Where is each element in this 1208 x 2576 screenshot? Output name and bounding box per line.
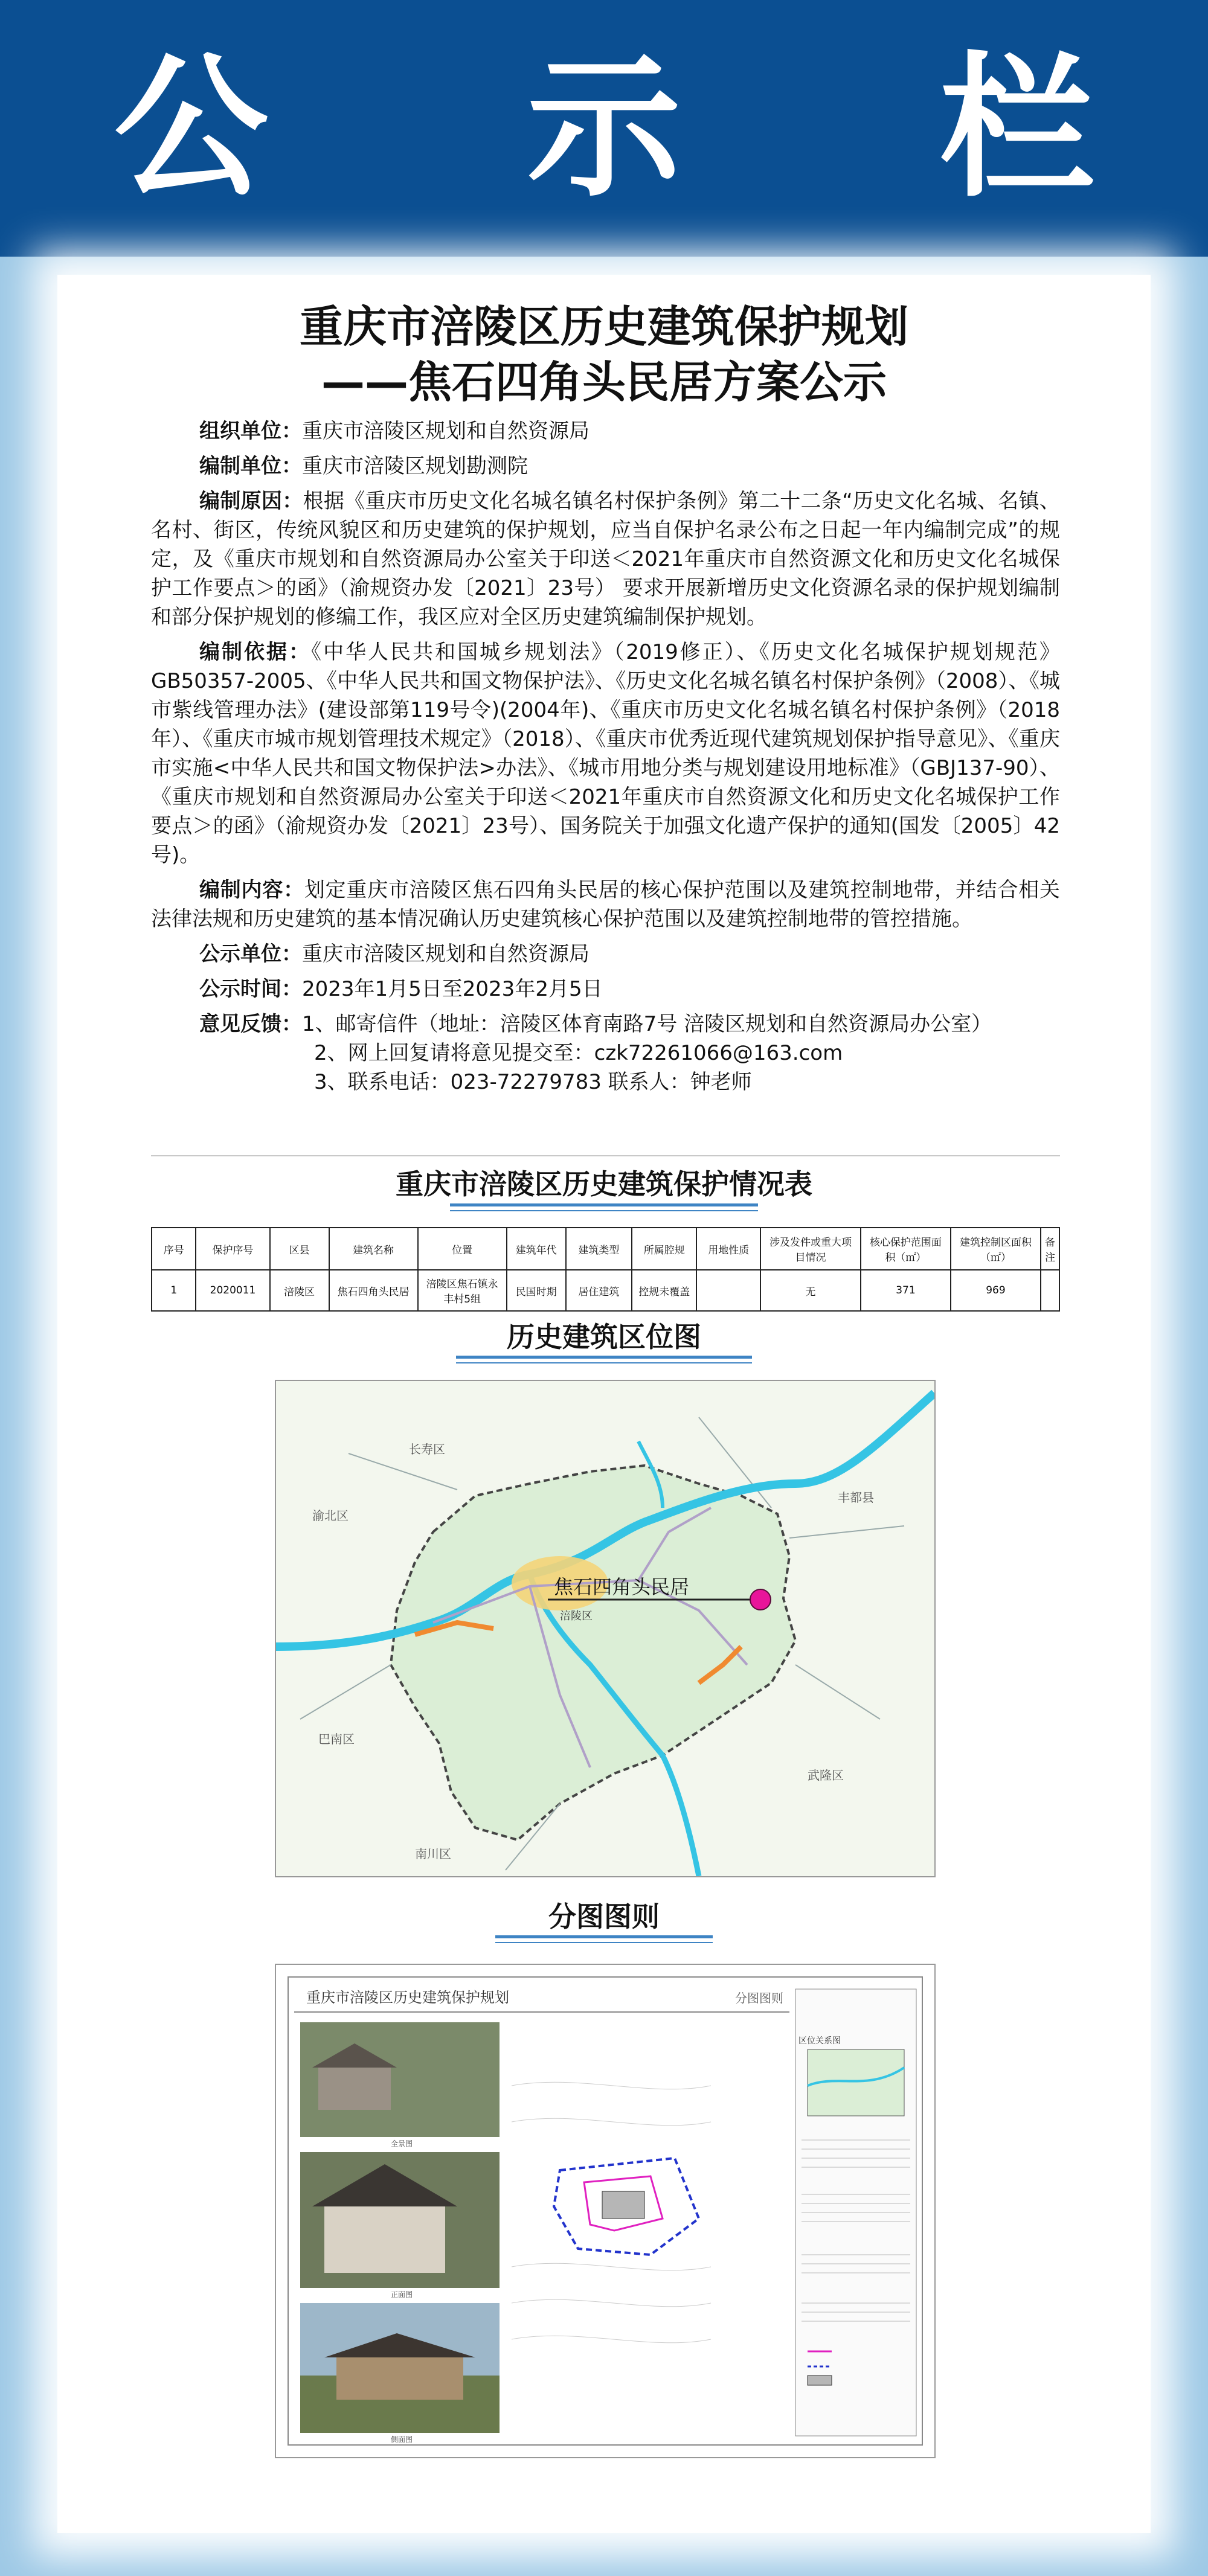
- map-title-rule: [456, 1356, 752, 1359]
- city-label: 涪陵区: [560, 1610, 593, 1623]
- table-title-rule-thin: [450, 1210, 758, 1211]
- table-cell: 无: [760, 1270, 861, 1311]
- reason-paragraph: [151, 487, 1060, 632]
- photo-caption: 全景图: [391, 2139, 413, 2148]
- feedback-email: 2、网上回复请将意见提交至：czk72261066@163.com: [314, 1041, 843, 1065]
- column-header: 备注: [1041, 1228, 1059, 1270]
- building-footprint: [602, 2191, 644, 2219]
- basis-label: 编制依据：: [199, 640, 312, 664]
- column-header: 区县: [270, 1228, 329, 1270]
- organizer-value: 重庆市涪陵区规划和自然资源局: [302, 419, 590, 443]
- reason-text: 根据《重庆市历史文化名城名镇名村保护条例》第二十二条“历史文化名城、名镇、名村、街区，传统风貌区和历史建筑的保护规划，应当自保护名录公布之日起一年内编制完成”的规定，及《重庆市规划和自然资源局办公室关于印送＜2021年重庆市自然资源文化和历史文化名城保护工作要点＞的函》（渝规资办发〔2021〕23号） 要求开展新增历史文化资源名录的保护规划编制和部分保护规划的修编工作，我区应对全区历史建筑编制保护规划。: [151, 489, 1060, 629]
- table-title-rule: [450, 1203, 758, 1206]
- notice-body: [151, 417, 1060, 1097]
- map-title-rule-thin: [456, 1362, 752, 1363]
- legend-building: [808, 2376, 832, 2385]
- label-southeast: 武隆区: [808, 1768, 844, 1783]
- compiler-label: 编制单位：: [199, 454, 302, 478]
- location-map-graphic: [276, 1381, 934, 1876]
- table-cell: 969: [951, 1270, 1041, 1311]
- feedback-label: 意见反馈：: [199, 1012, 302, 1036]
- table-cell: 涪陵区: [270, 1270, 329, 1311]
- plan-title-rule: [495, 1935, 713, 1938]
- notice-board-title: 公 示 栏: [114, 39, 1197, 218]
- protection-table: [151, 1227, 1060, 1312]
- map-title: 历史建筑区位图: [507, 1321, 701, 1353]
- location-map: [275, 1380, 936, 1877]
- column-header: 所属腔规: [632, 1228, 696, 1270]
- plan-sheet-graphic: [276, 1965, 934, 2457]
- feedback-row: [151, 1010, 1060, 1039]
- column-header: 序号: [152, 1228, 196, 1270]
- publisher-value: 重庆市涪陵区规划和自然资源局: [302, 942, 590, 966]
- content-text: 划定重庆市涪陵区焦石四角头民居的核心保护范围以及建筑控制地带，并结合相关法律法规和历史建筑的基本情况确认历史建筑核心保护范围以及建筑控制地带的管控措施。: [151, 878, 1060, 931]
- publisher-label: 公示单位：: [199, 942, 302, 966]
- table-cell: 1: [152, 1270, 196, 1311]
- table-header-row: [152, 1228, 1059, 1270]
- period-label: 公示时间：: [199, 977, 302, 1001]
- label-southwest: 南川区: [415, 1847, 451, 1861]
- basis-paragraph: [151, 638, 1060, 870]
- column-header: 位置: [418, 1228, 507, 1270]
- location-marker: [750, 1589, 771, 1610]
- table-cell: 民国时期: [507, 1270, 566, 1311]
- column-header: 建筑类型: [566, 1228, 632, 1270]
- table-cell: [696, 1270, 760, 1311]
- table-divider: [151, 1155, 1060, 1156]
- publisher-row: [151, 940, 1060, 969]
- content-label: 编制内容：: [199, 878, 304, 902]
- basis-text: 《中华人民共和国城乡规划法》（2019修正）、《历史文化名城保护规划规范》GB50357-2005、《中华人民共和国文物保护法》、《历史文化名城名镇名村保护条例》（2008）、《城市紫线管理办法》(建设部第119号令)(2004年)、《重庆市历史文化名城名镇名村保护条例》（2018年）、《重庆市城市规划管理技术规定》（2018）、《重庆市优秀近现代建筑规划保护指导意见》、《重庆市实施<中华人民共和国文物保护法>办法》、《城市用地分类与规划建设用地标准》（GBJ137-90）、《重庆市规划和自然资源局办公室关于印送＜2021年重庆市自然资源文化和历史文化名城保护工作要点＞的函》（渝规资办发〔2021〕23号）、国务院关于加强文化遗产保护的通知(国发〔2005〕42号)。: [151, 640, 1060, 867]
- column-header: 建筑控制区面积（㎡）: [951, 1228, 1041, 1270]
- plan-title-rule-thin: [495, 1942, 713, 1943]
- label-west: 巴南区: [318, 1732, 355, 1746]
- table-cell: 371: [861, 1270, 951, 1311]
- side-title: 区位关系图: [798, 2036, 841, 2046]
- compiler-value: 重庆市涪陵区规划勘测院: [302, 454, 528, 478]
- table-cell: [1041, 1270, 1059, 1311]
- period-value: 2023年1月5日至2023年2月5日: [302, 977, 603, 1001]
- feedback-block: [151, 1010, 1060, 1097]
- column-header: 核心保护范围面积（㎡）: [861, 1228, 951, 1270]
- column-header: 用地性质: [696, 1228, 760, 1270]
- table-cell: 控规未覆盖: [632, 1270, 696, 1311]
- notice-title-line1: 重庆市涪陵区历史建筑保护规划: [299, 301, 908, 352]
- header-band: [0, 0, 1208, 257]
- table-cell: 2020011: [196, 1270, 269, 1311]
- label-north: 长寿区: [409, 1442, 445, 1456]
- feedback-phone: 3、联系电话：023-72279783 联系人：钟老师: [314, 1070, 752, 1094]
- organizer-label: 组织单位：: [199, 419, 302, 443]
- label-northeast: 丰都县: [838, 1490, 874, 1505]
- table-title: 重庆市涪陵区历史建筑保护情况表: [396, 1168, 812, 1200]
- label-northwest: 渝北区: [312, 1508, 349, 1523]
- plan-sheet: [275, 1964, 936, 2458]
- photo-caption: 侧面图: [391, 2435, 413, 2444]
- column-header: 保护序号: [196, 1228, 269, 1270]
- table-cell: 居住建筑: [566, 1270, 632, 1311]
- marker-label: 焦石四角头民居: [554, 1575, 690, 1598]
- reason-label: 编制原因：: [199, 489, 303, 513]
- plan-title: 分图图则: [548, 1900, 660, 1933]
- column-header: 建筑年代: [507, 1228, 566, 1270]
- notice-title-line2: ——焦石四角头民居方案公示: [321, 357, 887, 408]
- organizer-row: [151, 417, 1060, 446]
- sheet-subtitle: 分图图则: [735, 1991, 783, 2005]
- content-paragraph: [151, 876, 1060, 934]
- compiler-row: [151, 452, 1060, 481]
- notice-title: [57, 299, 1151, 410]
- column-header: 涉及发件或重大项目情况: [760, 1228, 861, 1270]
- table-row: [152, 1270, 1059, 1311]
- feedback-mail: 1、邮寄信件（地址：涪陵区体育南路7号 涪陵区规划和自然资源局办公室）: [302, 1012, 992, 1036]
- photo-caption: 正面图: [391, 2290, 413, 2299]
- sheet-title: 重庆市涪陵区历史建筑保护规划: [306, 1989, 509, 2006]
- period-row: [151, 975, 1060, 1004]
- table-cell: 焦石四角头民居: [329, 1270, 418, 1311]
- column-header: 建筑名称: [329, 1228, 418, 1270]
- table-cell: 涪陵区焦石镇永丰村5组: [418, 1270, 507, 1311]
